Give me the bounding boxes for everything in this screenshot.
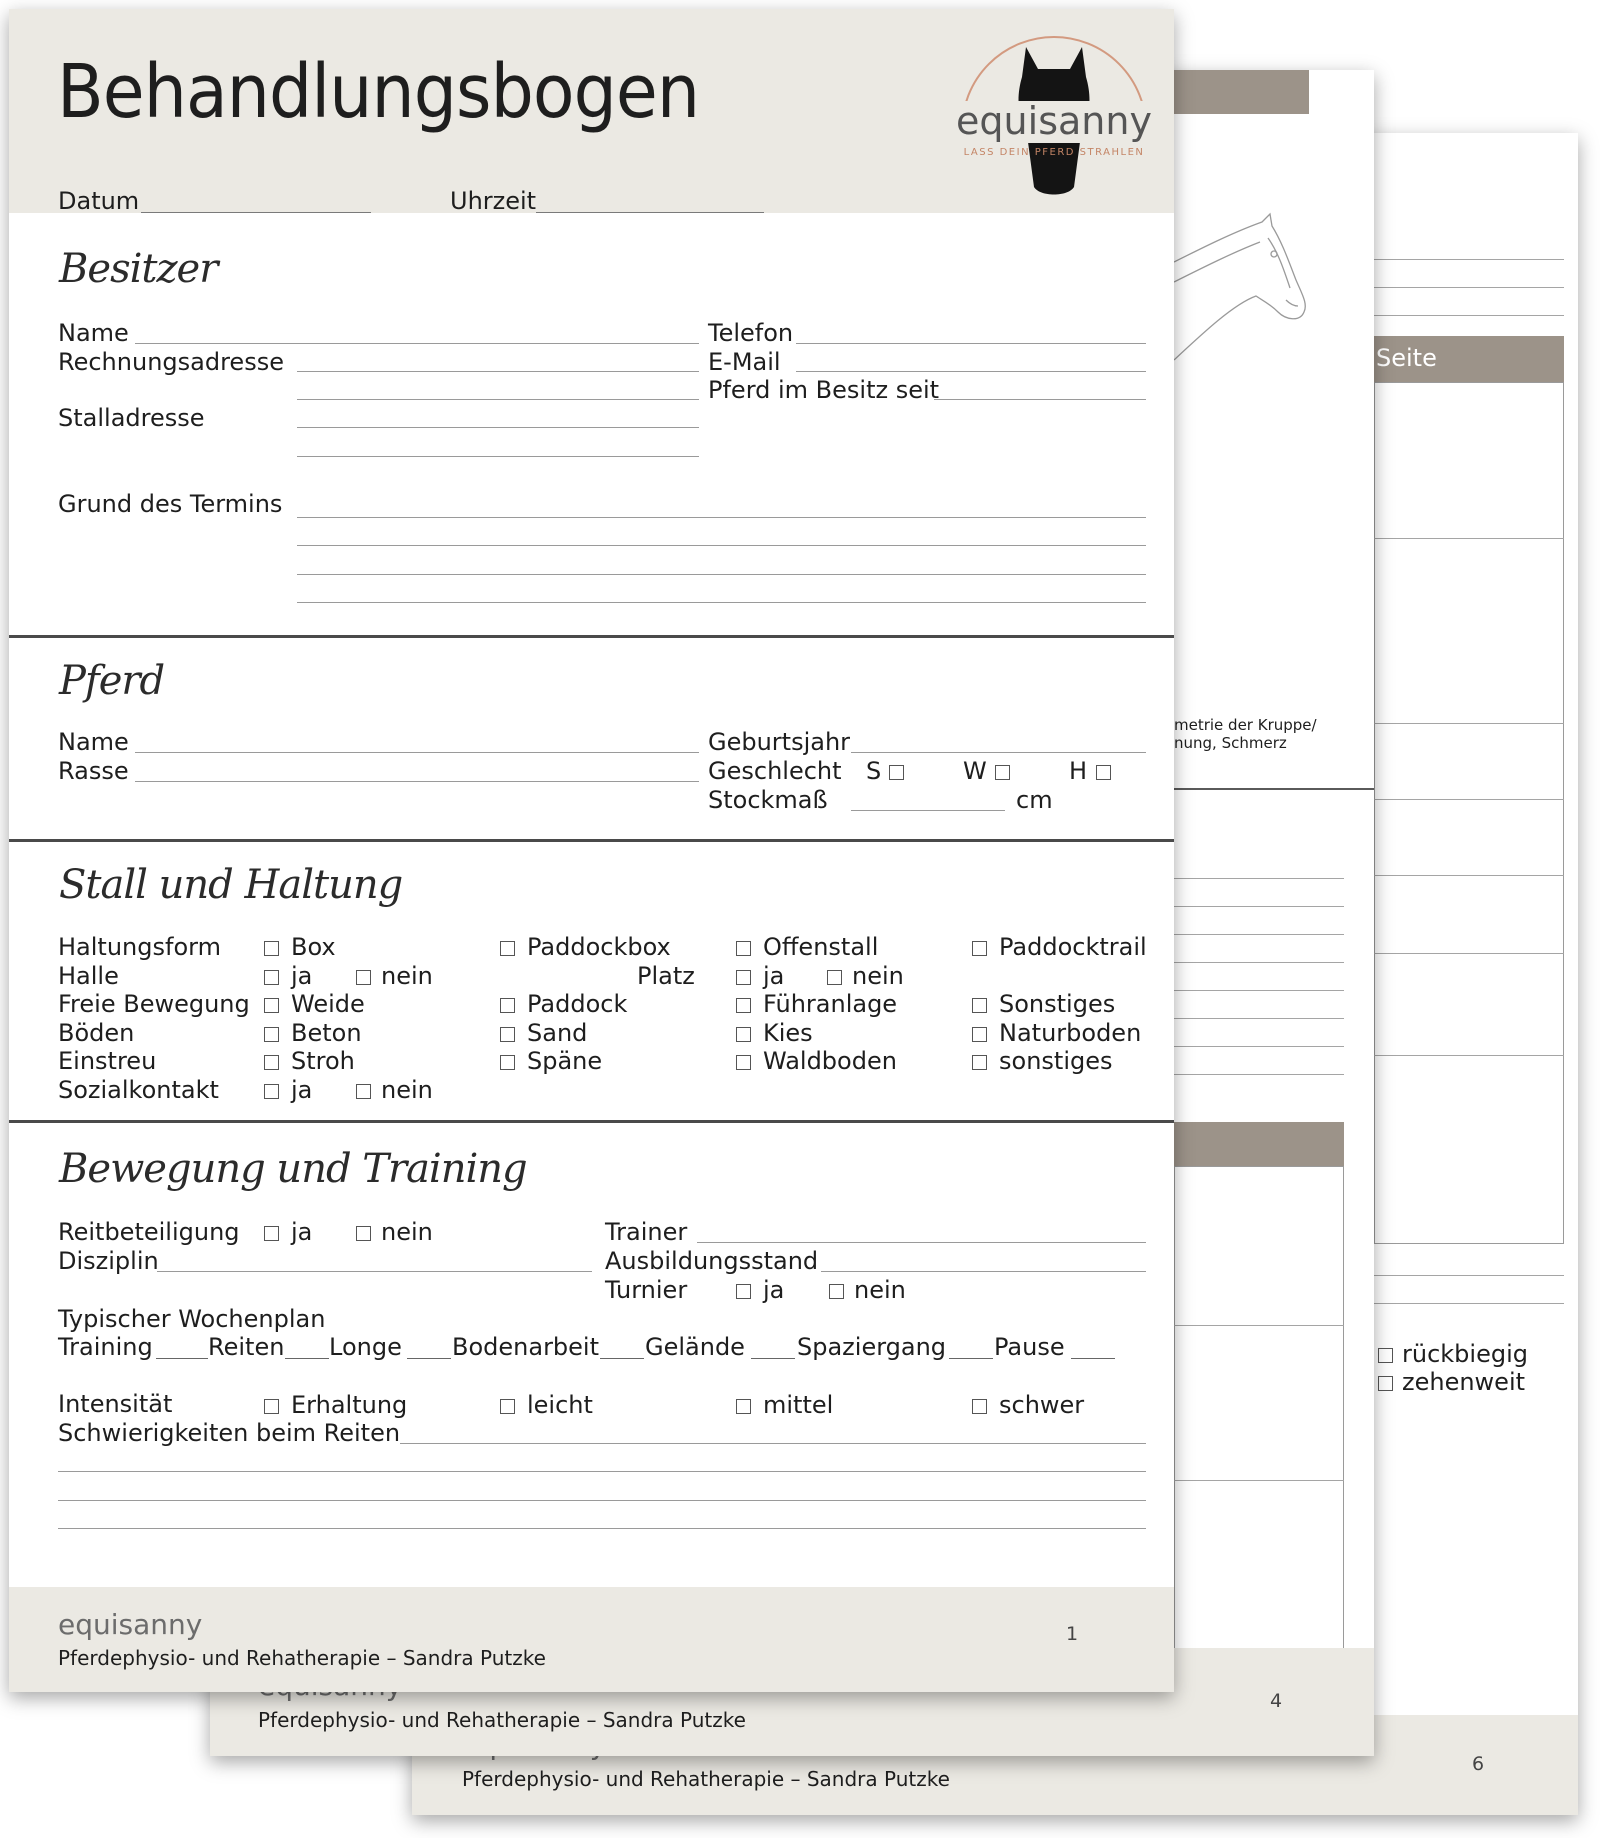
- grund-label: Grund des Termins: [58, 490, 283, 518]
- stockmass-unit: cm: [1016, 786, 1053, 814]
- page-number: 4: [1270, 1690, 1283, 1712]
- checkbox-kies[interactable]: [736, 1027, 751, 1042]
- stalladresse-field[interactable]: [297, 427, 699, 428]
- logo: [954, 29, 1154, 204]
- wochenplan-field[interactable]: [285, 1358, 329, 1359]
- section-heading-besitzer: Besitzer: [59, 246, 218, 292]
- line: [1374, 287, 1564, 288]
- wochenplan-item: Longe: [329, 1333, 402, 1361]
- checkbox-paddocktrail[interactable]: [972, 941, 987, 956]
- table-divider: [1174, 1480, 1344, 1481]
- wochenplan-label: Typischer Wochenplan: [58, 1305, 326, 1333]
- geschlecht-option-label: S: [866, 757, 882, 785]
- email-label: E-Mail: [708, 348, 781, 376]
- checkbox-platz-nein[interactable]: [827, 970, 842, 985]
- checkbox-box[interactable]: [264, 941, 279, 956]
- logo-brand: equisanny: [956, 99, 1152, 143]
- footer-brand: equisanny: [58, 1608, 203, 1641]
- halle-label: Halle: [58, 962, 119, 990]
- footer-subtitle: Pferdephysio- und Rehatherapie – Sandra Putzke: [258, 1708, 746, 1732]
- option-label: schwer: [999, 1391, 1085, 1419]
- option-label: Paddock: [527, 990, 628, 1018]
- rechnungsadresse-field-2[interactable]: [297, 399, 699, 400]
- option-label: Späne: [527, 1047, 603, 1075]
- geschlecht-option-label: H: [1069, 757, 1088, 785]
- line: [1174, 990, 1344, 991]
- wochenplan-item: Pause: [994, 1333, 1065, 1361]
- checkbox-halle-nein[interactable]: [356, 970, 371, 985]
- rechnungsadresse-label: Rechnungsadresse: [58, 348, 284, 376]
- option-label: Waldboden: [763, 1047, 897, 1075]
- intensitaet-label: Intensität: [58, 1390, 173, 1418]
- page-1: [9, 9, 1174, 1692]
- stalladresse-label: Stalladresse: [58, 404, 205, 432]
- option-label: Sand: [527, 1019, 588, 1047]
- grund-field-2[interactable]: [297, 545, 1146, 546]
- schwierigkeiten-field-4[interactable]: [58, 1528, 1146, 1529]
- checkbox-geschlecht-s[interactable]: [889, 765, 904, 780]
- checkbox-turnier-nein[interactable]: [829, 1284, 844, 1299]
- table-box: [1374, 382, 1564, 1244]
- line: [1374, 315, 1564, 316]
- section-divider: [9, 635, 1174, 638]
- grund-field-4[interactable]: [297, 602, 1146, 603]
- rasse-field[interactable]: [135, 781, 699, 782]
- ausbildungsstand-field[interactable]: [821, 1271, 1146, 1272]
- stockmass-field[interactable]: [851, 810, 1005, 811]
- line: [1374, 259, 1564, 260]
- option-label: ja: [763, 1276, 785, 1304]
- trainer-field[interactable]: [697, 1242, 1146, 1243]
- wochenplan-item: Reiten: [208, 1333, 285, 1361]
- note-text: metrie der Kruppe/: [1174, 716, 1317, 734]
- stalladresse-field-2[interactable]: [297, 456, 699, 457]
- wochenplan-field[interactable]: [949, 1358, 993, 1359]
- wochenplan-field[interactable]: [751, 1358, 795, 1359]
- checkbox-halle-ja[interactable]: [264, 970, 279, 985]
- checkbox-weide[interactable]: [264, 998, 279, 1013]
- wochenplan-field[interactable]: [600, 1358, 644, 1359]
- checkbox-paddock[interactable]: [500, 998, 515, 1013]
- sozialkontakt-label: Sozialkontakt: [58, 1076, 219, 1104]
- table-divider: [1374, 538, 1564, 539]
- telefon-label: Telefon: [708, 319, 794, 347]
- page-title: Behandlungsbogen: [57, 49, 700, 135]
- option-label: Führanlage: [763, 990, 898, 1018]
- section-header-label: Seite: [1376, 344, 1437, 372]
- checkbox-mittel[interactable]: [736, 1399, 751, 1414]
- email-field[interactable]: [796, 371, 1146, 372]
- table-divider: [1374, 875, 1564, 876]
- separator: [1174, 788, 1374, 790]
- option-label: ja: [291, 962, 313, 990]
- besitz-seit-field[interactable]: [934, 399, 1146, 400]
- line: [1174, 962, 1344, 963]
- section-divider: [9, 839, 1174, 842]
- option-label: nein: [381, 1076, 433, 1104]
- line: [1374, 1275, 1564, 1276]
- option-label: Sonstiges: [999, 990, 1116, 1018]
- wochenplan-field[interactable]: [407, 1358, 451, 1359]
- line: [1374, 1303, 1564, 1304]
- wochenplan-field[interactable]: [156, 1358, 208, 1359]
- checkbox-sand[interactable]: [500, 1027, 515, 1042]
- option-label: sonstiges: [999, 1047, 1113, 1075]
- section-heading-stall: Stall und Haltung: [59, 862, 403, 908]
- rasse-label: Rasse: [58, 757, 129, 785]
- table-divider: [1374, 799, 1564, 800]
- option-label: Kies: [763, 1019, 813, 1047]
- checkbox-reitbeteiligung-ja[interactable]: [264, 1226, 279, 1241]
- schwierigkeiten-field-3[interactable]: [58, 1500, 1146, 1501]
- table-divider: [1374, 953, 1564, 954]
- stockmass-label: Stockmaß: [708, 786, 828, 814]
- rechnungsadresse-field[interactable]: [297, 371, 699, 372]
- grund-field-1[interactable]: [297, 517, 1146, 518]
- datum-label: Datum: [58, 187, 140, 215]
- option-label: Box: [291, 933, 336, 961]
- turnier-label: Turnier: [605, 1276, 688, 1304]
- owner-name-field[interactable]: [135, 343, 699, 344]
- footer-subtitle: Pferdephysio- und Rehatherapie – Sandra Putzke: [462, 1767, 950, 1791]
- checkbox-schwer[interactable]: [972, 1399, 987, 1414]
- wochenplan-item: Training: [58, 1333, 153, 1361]
- checkbox-fuehranlage[interactable]: [736, 998, 751, 1013]
- haltungsform-label: Haltungsform: [58, 933, 221, 961]
- reitbeteiligung-label: Reitbeteiligung: [58, 1218, 240, 1246]
- table-divider: [1374, 1055, 1564, 1056]
- checkbox-geschlecht-h[interactable]: [1096, 765, 1111, 780]
- section-header-bar: [1174, 1122, 1344, 1166]
- geschlecht-option-label: W: [963, 757, 987, 785]
- option-label: nein: [854, 1276, 906, 1304]
- line: [1174, 1046, 1344, 1047]
- line: [1174, 934, 1344, 935]
- horse-name-field[interactable]: [135, 752, 699, 753]
- section-divider: [9, 1120, 1174, 1123]
- option-label: Offenstall: [763, 933, 879, 961]
- disziplin-field[interactable]: [157, 1271, 592, 1272]
- option-label: zehenweit: [1402, 1368, 1526, 1396]
- schwierigkeiten-field-2[interactable]: [58, 1471, 1146, 1472]
- checkbox-naturboden[interactable]: [972, 1027, 987, 1042]
- disziplin-label: Disziplin: [58, 1247, 159, 1275]
- option-label: nein: [381, 1218, 433, 1246]
- boeden-label: Böden: [58, 1019, 135, 1047]
- option-label: Paddockbox: [527, 933, 671, 961]
- option-label: Erhaltung: [291, 1391, 408, 1419]
- checkbox-sozialkontakt-nein[interactable]: [356, 1084, 371, 1099]
- schwierigkeiten-field-1[interactable]: [400, 1443, 1146, 1444]
- wochenplan-item: Gelände: [645, 1333, 745, 1361]
- note-text: nung, Schmerz: [1174, 734, 1287, 752]
- line: [1174, 1074, 1344, 1075]
- option-label: mittel: [763, 1391, 834, 1419]
- section-heading-pferd: Pferd: [59, 658, 165, 704]
- option-label: ja: [291, 1076, 313, 1104]
- checkbox-sonstiges[interactable]: [972, 998, 987, 1013]
- ausbildungsstand-label: Ausbildungsstand: [605, 1247, 819, 1275]
- header-bar: [1174, 70, 1309, 114]
- checkbox-erhaltung[interactable]: [264, 1399, 279, 1414]
- checkbox-waldboden[interactable]: [736, 1055, 751, 1070]
- checkbox-sozialkontakt-ja[interactable]: [264, 1084, 279, 1099]
- checkbox-offenstall[interactable]: [736, 941, 751, 956]
- section-heading-training: Bewegung und Training: [59, 1146, 527, 1192]
- uhrzeit-field[interactable]: [536, 212, 764, 213]
- geschlecht-label: Geschlecht: [708, 757, 842, 785]
- option-label: Paddocktrail: [999, 933, 1147, 961]
- table-box: [1174, 1166, 1344, 1706]
- checkbox-platz-ja[interactable]: [736, 970, 751, 985]
- grund-field-3[interactable]: [297, 574, 1146, 575]
- option-label: Naturboden: [999, 1019, 1142, 1047]
- line: [1174, 906, 1344, 907]
- option-label: Weide: [291, 990, 365, 1018]
- table-divider: [1174, 1325, 1344, 1326]
- trainer-label: Trainer: [605, 1218, 688, 1246]
- checkbox-spaene[interactable]: [500, 1055, 515, 1070]
- logo-tagline: LASS DEIN PFERD STRAHLEN: [963, 147, 1145, 158]
- platz-label: Platz: [637, 962, 695, 990]
- option-label: nein: [381, 962, 433, 990]
- geburtsjahr-field[interactable]: [851, 752, 1146, 753]
- besitz-seit-label: Pferd im Besitz seit: [708, 376, 940, 404]
- option-label: ja: [291, 1218, 313, 1246]
- page-number: 1: [1066, 1623, 1079, 1645]
- option-label: leicht: [527, 1391, 593, 1419]
- checkbox-stroh[interactable]: [264, 1055, 279, 1070]
- option-label: rückbiegig: [1402, 1340, 1528, 1368]
- wochenplan-item: Spaziergang: [797, 1333, 947, 1361]
- line: [1174, 878, 1344, 879]
- owner-name-label: Name: [58, 319, 129, 347]
- freie-bewegung-label: Freie Bewegung: [58, 990, 250, 1018]
- wochenplan-field[interactable]: [1071, 1358, 1115, 1359]
- horse-name-label: Name: [58, 728, 129, 756]
- checkbox-paddockbox[interactable]: [500, 941, 515, 956]
- checkbox-leicht[interactable]: [500, 1399, 515, 1414]
- einstreu-label: Einstreu: [58, 1047, 157, 1075]
- table-divider: [1374, 723, 1564, 724]
- footer-subtitle: Pferdephysio- und Rehatherapie – Sandra Putzke: [58, 1646, 546, 1670]
- checkbox-reitbeteiligung-nein[interactable]: [356, 1226, 371, 1241]
- checkbox-turnier-ja[interactable]: [736, 1284, 751, 1299]
- schwierigkeiten-label: Schwierigkeiten beim Reiten: [58, 1419, 401, 1447]
- option-label: ja: [763, 962, 785, 990]
- checkbox-beton[interactable]: [264, 1027, 279, 1042]
- datum-field[interactable]: [141, 212, 371, 213]
- page-number: 6: [1472, 1753, 1485, 1775]
- option-label: nein: [852, 962, 904, 990]
- checkbox-einstreu-sonstiges[interactable]: [972, 1055, 987, 1070]
- checkbox-rueckbiegig[interactable]: [1378, 1348, 1393, 1363]
- option-label: Beton: [291, 1019, 362, 1047]
- checkbox-zehenweit[interactable]: [1378, 1376, 1393, 1391]
- checkbox-geschlecht-w[interactable]: [995, 765, 1010, 780]
- telefon-field[interactable]: [796, 343, 1146, 344]
- wochenplan-item: Bodenarbeit: [452, 1333, 600, 1361]
- geburtsjahr-label: Geburtsjahr: [708, 728, 851, 756]
- option-label: Stroh: [291, 1047, 355, 1075]
- uhrzeit-label: Uhrzeit: [450, 187, 537, 215]
- horse-sketch-icon: [1174, 212, 1314, 362]
- line: [1174, 1018, 1344, 1019]
